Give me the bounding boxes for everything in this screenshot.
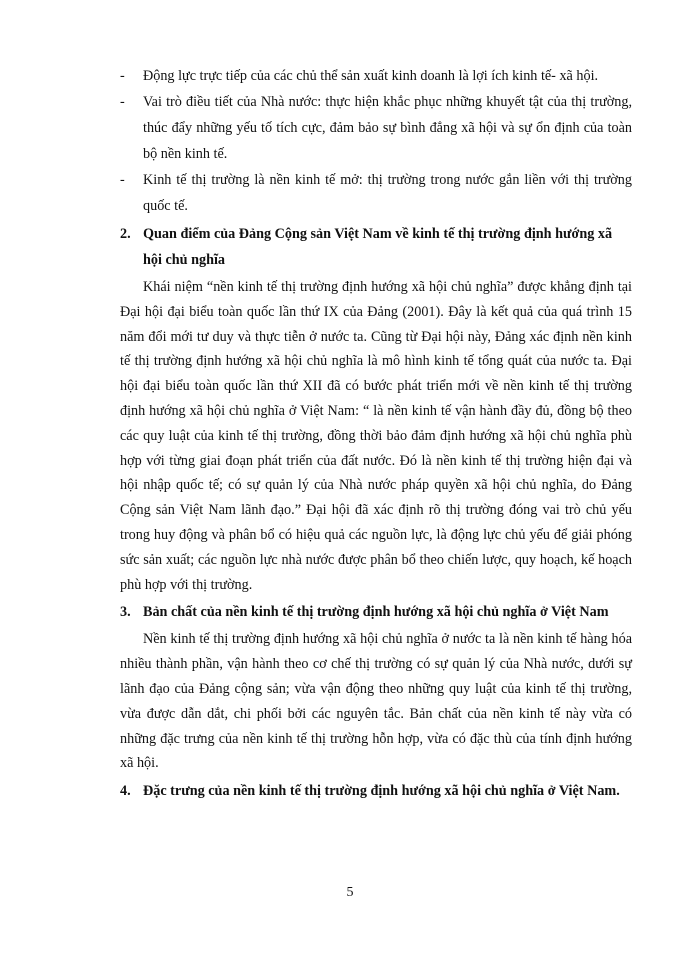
bullet-text: Vai trò điều tiết của Nhà nước: thực hiện khắc phục những khuyết tật của thị trường, thúc đẩy những yếu tố tích cực, đảm bảo sự bình đẳng xã hội và sự ổn định của toàn bộ nền kinh tế. [143,94,632,162]
section-title: Quan điểm của Đảng Cộng sản Việt Nam về kinh tế thị trường định hướng xã hội chủ nghĩa [143,226,613,268]
section-number: 3. [120,604,131,621]
section-number: 4. [120,783,131,800]
bullet-marker: - [120,68,125,84]
bullet-item [120,63,632,89]
bullet-text: Động lực trực tiếp của các chủ thể sản xuất kinh doanh là lợi ích kinh tế- xã hội. [143,68,599,84]
section-heading [120,221,632,273]
section-title: Đặc trưng của nền kinh tế thị trường định hướng xã hội chủ nghĩa ở Việt Nam. [143,783,620,800]
page-number: 5 [346,885,354,900]
section-paragraph: Khái niệm “nền kinh tế thị trường định hướng xã hội chủ nghĩa” được khẳng định tại Đại hội đại biểu toàn quốc lần thứ IX của Đảng (2001). Đây là kết quả của quá trình 15 năm đổi mới tư duy và thực tiễn ở nước ta. Cũng từ Đại hội này, Đảng xác định nền kinh tế thị trường định hướng xã hội chủ nghĩa là mô hình kinh tế tổng quát của nước ta. Đại hội đại biểu toàn quốc lần thứ XII đã có bước phát triển mới về nền kinh tế thị trường định hướng xã hội chủ nghĩa ở Việt Nam: “ là nền kinh tế vận hành đầy đủ, đồng bộ theo các quy luật của kinh tế thị trường, đồng thời bảo đảm định hướng xã hội chủ nghĩa phù hợp với từng giai đoạn phát triển của đất nước. Đó là nền kinh tế thị trường hiện đại và hội nhập quốc tế; có sự quản lý của Nhà nước pháp quyền xã hội chủ nghĩa, do Đảng Cộng sản Việt Nam lãnh đạo.” Đại hội đã xác định rõ thị trường đóng vai trò chủ yếu trong huy động và phân bổ có hiệu quả các nguồn lực, là động lực chủ yếu để giải phóng sức sản xuất; các nguồn lực nhà nước được phân bổ theo chiến lược, quy hoạch, kế hoạch phù hợp với thị trường. [120,279,632,593]
bullet-marker: - [120,94,125,110]
section-number: 2. [120,226,131,242]
section-title: Bản chất của nền kinh tế thị trường định hướng xã hội chủ nghĩa ở Việt Nam [143,604,609,621]
bullet-item [120,89,632,167]
page-content [120,63,632,804]
section-heading [120,778,632,804]
section-paragraph: Nền kinh tế thị trường định hướng xã hội chủ nghĩa ở nước ta là nền kinh tế hàng hóa nhiều thành phần, vận hành theo cơ chế thị trường có sự quản lý của Nhà nước, dưới sự lãnh đạo của Đảng cộng sản; vừa vận động theo những quy luật của kinh tế thị trường, vừa được dẫn dắt, chi phối bởi các nguyên tắc. Bản chất của nền kinh tế này vừa có những đặc trưng của nền kinh tế thị trường hỗn hợp, vừa có đặc thù của tính định hướng xã hội. [120,631,632,772]
bullet-item [120,167,632,219]
bullet-list [120,63,632,219]
section-heading [120,599,632,625]
bullet-marker: - [120,172,125,188]
bullet-text: Kinh tế thị trường là nền kinh tế mở: thị trường trong nước gắn liền với thị trường quốc tế. [143,172,632,214]
